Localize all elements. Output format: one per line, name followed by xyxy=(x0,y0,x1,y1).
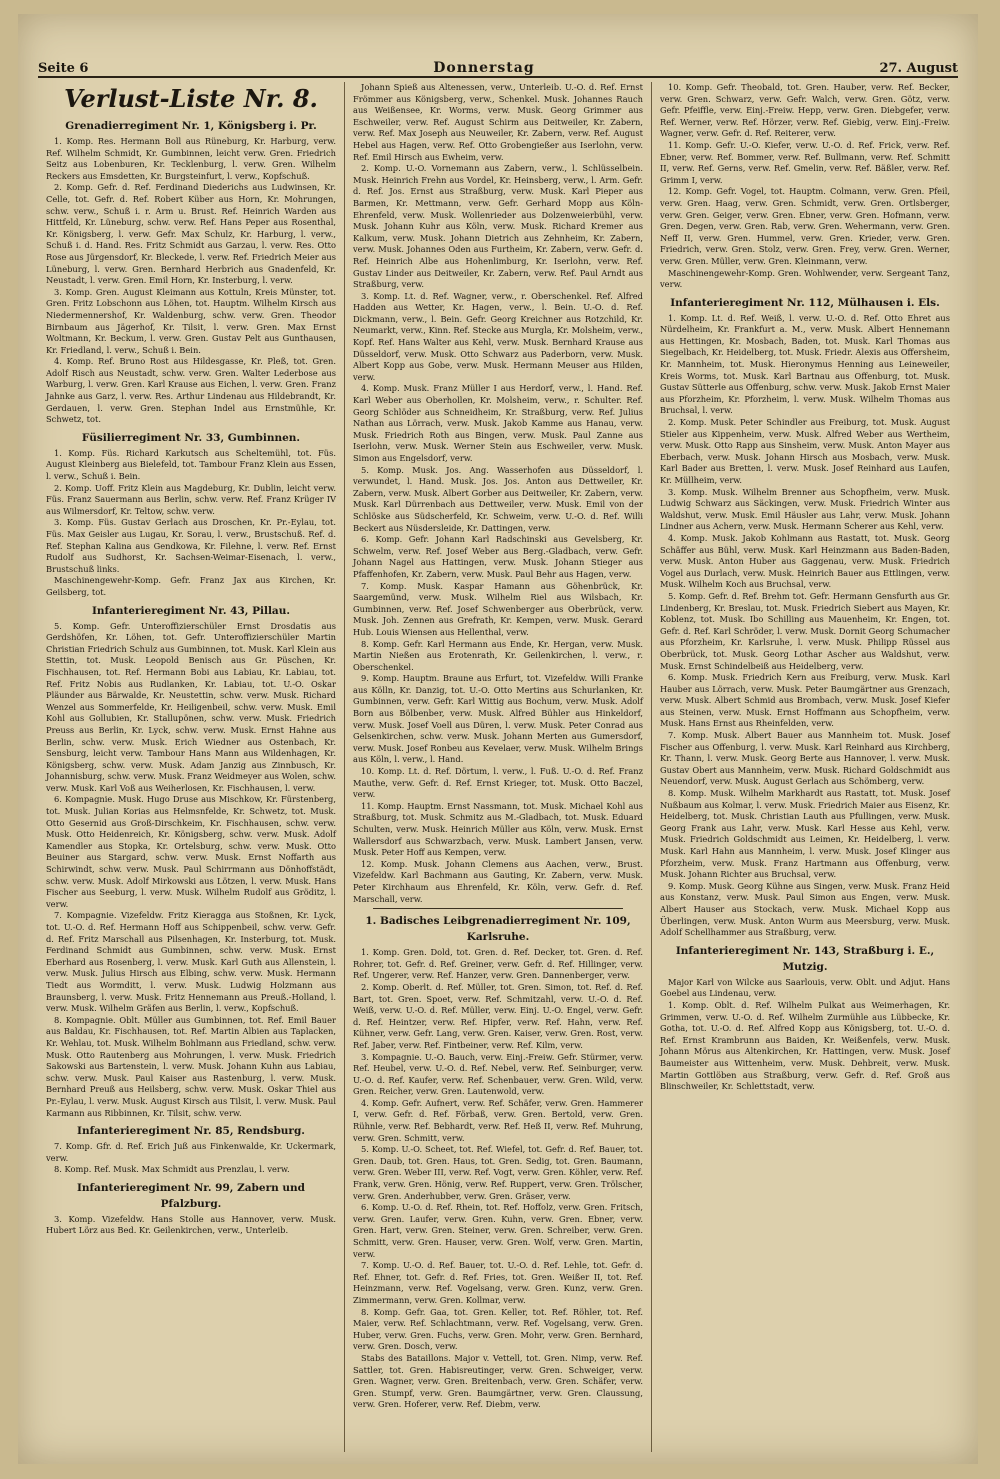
list-paragraph: 4. Komp. Musk. Jakob Kohlmann aus Rastatt, tot. Musk. Georg Schäffer aus Bühl, verw. Musk. Karl Heinzmann aus Baden-Baden, verw. Musk. Anton Huber aus Gaggenau, verw. Musk. Friedrich Vogel aus Durlach, verw. Musk. Heinrich Bauer aus Ettlingen, verw. Musk. Wilhelm Koch aus Bruchsal, verw. xyxy=(660,532,950,590)
list-paragraph: 8. Komp. Musk. Wilhelm Markhardt aus Rastatt, tot. Musk. Josef Nußbaum aus Kolmar, l. verw. Musk. Friedrich Maier aus Eisenz, Kr. Heidelberg, tot. Musk. Christian Lauth aus Pfullingen, verw. Musk. Georg Frank aus Lahr, verw. Musk. Karl Hesse aus Kehl, verw. Musk. Friedrich Goldschmidt aus Leimen, Kr. Heidelberg, l. verw. Musk. Karl Hahn aus Mannheim, l. verw. Musk. Josef Klinger aus Pforzheim, verw. Musk. Franz Hartmann aus Offenburg, verw. Musk. Johann Richter aus Bruchsal, verw. xyxy=(660,788,950,880)
section-heading: Infanterieregiment Nr. 112, Mülhausen i. Els. xyxy=(670,296,940,309)
list-paragraph: 9. Komp. Hauptm. Braune aus Erfurt, tot. Vizefeldw. Willi Franke aus Kölln, Kr. Danzig, tot. U.-O. Otto Mertins aus Schurlanken, Kr. Gumbinnen, verw. Gefr. Karl Wittig aus Bochum, verw. Musk. Adolf Born aus Bölbenber, verw. Musk. Alfred Bühler aus Hinkeldorf, verw. Musk. Josef Voell aus Düren, l. verw. Musk. Peter Conrad aus Gelsenkirchen, schw. verw. Musk. Johann Merten aus Gumersdorf, verw. Musk. Josef Ronbeu aus Kevelaer, verw. Musk. Wilhelm Brings aus Köln, l. verw., l. Hand. xyxy=(353,673,643,765)
page-date: 27. August xyxy=(879,61,958,76)
list-paragraph: 5. Komp. Gefr. d. Ref. Brehm tot. Gefr. Hermann Gensfurth aus Gr. Lindenberg, Kr. Breslau, tot. Musk. Friedrich Siebert aus Mayen, Kr. Koblenz, tot. Musk. Ibo Schilling aus Mauenheim, Kr. Engen, tot. Gefr. d. Ref. Karl Schröder, l. verw. Musk. Dornit Georg Schumacher aus Pforzheim, Kr. Karlsruhe, l. verw. Musk. Philipp Rüssel aus Oberbrück, tot. Musk. Georg Lothar Ascher aus Waldshut, verw. Musk. Ernst Schindelbeiß aus Heidelberg, verw. xyxy=(660,590,950,671)
list-paragraph: 2. Komp. Oberlt. d. Ref. Müller, tot. Gren. Simon, tot. Ref. d. Ref. Bart, tot. Gren. Spoet, verw. Ref. Schmitzahl, verw. U.-O. d. Ref. Weiß, verw. U.-O. d. Ref. Müller, verw. Einj. U.-O. Engel, verw. Gefr. d. Ref. Heintzer, verw. Ref. Hipfer, verw. Ref. Hahn, verw. Ref. Kühner, verw. Gefr. Lang, verw. Gren. Kaiser, verw. Gren. Rost, verw. Ref. Jaber, verw. Ref. Fintbeiner, verw. Ref. Kilm, verw. xyxy=(353,981,643,1050)
page-number: Seite 6 xyxy=(38,61,89,76)
section-heading: 1. Badisches Leibgrenadierregiment Nr. 109, Karlsruhe. xyxy=(365,915,631,944)
masthead: Donnerstag xyxy=(433,60,535,76)
list-paragraph: 9. Komp. Musk. Georg Kühne aus Singen, verw. Musk. Franz Heid aus Konstanz, verw. Musk. Paul Simon aus Engen, verw. Musk. Albert Hauser aus Stockach, verw. Musk. Michael Kopp aus Überlingen, verw. Musk. Anton Wurm aus Meersburg, verw. Musk. Adolf Schellhammer aus Straßburg, verw. xyxy=(660,880,950,938)
list-paragraph: 11. Komp. Gefr. U.-O. Kiefer, verw. U.-O. d. Ref. Frick, verw. Ref. Ebner, verw. Ref. Bommer, verw. Ref. Bullmann, verw. Ref. Schmitt II, verw. Ref. Gerns, verw. Ref. Gmelin, verw. Ref. Bäßler, verw. Ref. Grimm I, verw. xyxy=(660,139,950,185)
list-paragraph: 5. Komp. U.-O. Scheet, tot. Ref. Wiefel, tot. Gefr. d. Ref. Bauer, tot. Gren. Daub, tot. Gren. Haus, tot. Gren. Sedig, tot. Gren. Baumann, verw. Gren. Weber III, verw. Ref. Vogt, verw. Gren. Köhler, verw. Ref. Frank, verw. Gren. Hönig, verw. Ref. Ruppert, verw. Gren. Trölscher, verw. Gren. Anderhubber, verw. Gren. Gräser, verw. xyxy=(353,1144,643,1201)
column-2 xyxy=(345,82,652,1452)
list-paragraph: 12. Komp. Gefr. Vogel, tot. Hauptm. Colmann, verw. Gren. Pfeil, verw. Gren. Haag, verw. Gren. Schmidt, verw. Gren. Ortlsberger, verw. Gren. Geiger, verw. Gren. Ebner, verw. Gren. Hofmann, verw. Gren. Degen, verw. Gren. Rab, verw. Gren. Wehermann, verw. Gren. Neff II, verw. Gren. Hummel, verw. Gren. Krieder, verw. Gren. Friedrich, verw. Gren. Stolz, verw. Gren. Frey, verw. Gren. Werner, verw. Gren. Müller, verw. Gren. Kleinmann, verw. xyxy=(660,186,950,266)
list-paragraph: 6. Kompagnie. Musk. Hugo Druse aus Mischkow, Kr. Fürstenberg, tot. Musk. Julian Korias aus Helmsnfelde, Kr. Schwetz, tot. Musk. Otto Gesernid aus Groß-Dirschkeim, Kr. Fischhausen, schw. verw. Musk. Otto Heidenreich, Kr. Königsberg, schw. verw. Musk. Adolf Kamendler aus Stopka, Kr. Ortelsburg, schw. verw. Musk. Otto Beuiner aus Stargard, schw. verw. Musk. Ernst Noffarth aus Schirwindt, schw. verw. Musk. Paul Schirrmann aus Dönhoffstädt, schw. verw. Musk. Adolf Mirkowski aus Lötzen, l. verw. Musk. Hans Fischer aus Seeburg, l. verw. Musk. Wilhelm Rudolf aus Gröditz, l. verw. xyxy=(46,794,336,909)
list-paragraph: Stabs des Bataillons. Major v. Vettell, tot. Gren. Nimp, verw. Ref. Sattler, tot. Gren. Habisreutinger, verw. Gren. Schweiger, verw. Gren. Wagner, verw. Gren. Breitenbach, verw. Gren. Schäfer, verw. Gren. Stumpf, verw. Gren. Baumgärtner, verw. Gren. Claussung, verw. Gren. Hoferer, verw. Ref. Diebm, verw. xyxy=(353,1352,643,1410)
divider xyxy=(373,908,623,909)
list-paragraph: 3. Komp. Lt. d. Ref. Wagner, verw., r. Oberschenkel. Ref. Alfred Hadden aus Wetter, Kr. Hagen, verw., l. Bein. U.-O. d. Ref. Dickmann, verw., l. Bein. Gefr. Georg Kreichner aus Rotzchild, Kr. Neumarkt, verw., Kinn. Ref. Stecke aus Murgla, Kr. Molsheim, verw., Kopf. Ref. Hans Walter aus Kehl, verw. Musk. Bernhard Krause aus Düsseldorf, verw. Musk. Otto Schwarz aus Paderborn, verw. Musk. Albert Kopp aus Gobe, verw. Musk. Hermann Meuser aus Hilden, verw. xyxy=(353,290,643,382)
list-paragraph: 10. Komp. Gefr. Theobald, tot. Gren. Hauber, verw. Ref. Becker, verw. Gren. Schwarz, verw. Gefr. Walch, verw. Gren. Götz, verw. Gefr. Pfeiffle, verw. Einj.-Freiw. Hepp, verw. Gren. Diebgefer, verw. Ref. Werner, verw. Ref. Hörzer, verw. Ref. Giebig, verw. Einj.-Freiw. Wagner, verw. Gefr. d. Ref. Reiterer, verw. xyxy=(660,82,950,139)
list-title: Verlust-Liste Nr. 8. xyxy=(64,84,318,113)
list-paragraph: 7. Komp. Musk. Albert Bauer aus Mannheim tot. Musk. Josef Fischer aus Offenburg, l. verw. Musk. Karl Reinhard aus Kirchberg, Kr. Thann, l. verw. Musk. Georg Berte aus Hannover, l. verw. Musk. Gustav Obert aus Mannheim, verw. Musk. Richard Goldschmidt aus Neuendorf, verw. Musk. August Gerlach aus Schömberg, verw. xyxy=(660,730,950,787)
list-paragraph: 2. Komp. U.-O. Vornemann aus Zabern, verw., l. Schlüsselbein. Musk. Heinrich Frehn aus Vordel, Kr. Heinsberg, verw., l. Arm. Gefr. d. Ref. Jos. Ernst aus Straßburg, verw. Musk. Karl Pieper aus Barmen, Kr. Mettmann, verw. Gefr. Gerhard Mopp aus Köln-Ehrenfeld, verw. Musk. Wollenrieder aus Dolzenweierbühl, verw. Musk. Johann Kuhr aus Köln, verw. Musk. Richard Kremer aus Kalkum, verw. Musk. Johann Dietrich aus Zehnheim, Kr. Zabern, verw. Musk. Johannes Oden aus Furtheim, Kr. Zabern, verw. Gefr. d. Ref. Heinrich Albe aus Hohenlimburg, Kr. Iserlohn, verw. Ref. Gustav Linder aus Deitweiler, Kr. Zabern, verw. Ref. Paul Arndt aus Straßburg, verw. xyxy=(353,163,643,290)
column-1 xyxy=(38,82,345,1452)
list-paragraph: 7. Komp. U.-O. d. Ref. Bauer, tot. U.-O. d. Ref. Lehle, tot. Gefr. d. Ref. Ehner, tot. Gefr. d. Ref. Fries, tot. Gren. Weißer II, tot. Ref. Heinzmann, verw. Ref. Vogelsang, verw. Gren. Kunz, verw. Gren. Zimmermann, verw. Gren. Kollmar, verw. xyxy=(353,1260,643,1305)
section-heading: Infanterieregiment Nr. 143, Straßburg i. E., Mutzig. xyxy=(675,944,935,973)
list-paragraph: 2. Komp. Uoff. Fritz Klein aus Magdeburg, Kr. Dublin, leicht verw. Füs. Franz Sauermann aus Berlin, schw. verw. Ref. Franz Krüger IV aus Wilmersdorf, Kr. Teltow, schw. verw. xyxy=(46,482,336,516)
column-3 xyxy=(652,82,958,1452)
list-paragraph: 2. Komp. Musk. Peter Schindler aus Freiburg, tot. Musk. August Stieler aus Kippenheim, verw. Musk. Alfred Weber aus Wertheim, verw. Musk. Otto Rapp aus Sinsheim, verw. Musk. Anton Mayer aus Eberbach, verw. Musk. Johann Hirsch aus Mosbach, verw. Musk. Karl Bader aus Bretten, l. verw. Musk. Josef Reinhard aus Laufen, Kr. Müllheim, verw. xyxy=(660,417,950,485)
list-paragraph: 5. Komp. Gefr. Unteroffizierschüler Ernst Drosdatis aus Gerdshöfen, Kr. Löhen, tot. Gefr. Unteroffizierschüler Martin Christian Friedrich Schulz aus Gumbinnen, tot. Musk. Karl Klein aus Stettin, tot. Musk. Leopold Benisch aus Gr. Püschen, Kr. Fischhausen, tot. Ref. Hermann Bobi aus Labiau, Kr. Labiau, tot. Ref. Fritz Nobis aus Rudlanken, Kr. Labiau, tot. U.-O. Oskar Pläunder aus Bärwalde, Kr. Neustettin, schw. verw. Musk. Richard Wenzel aus Sommerfelde, Kr. Heiligenbeil, schw. verw. Musk. Emil Kohl aus Gollubien, Kr. Stallupönen, schw. verw. Musk. Friedrich Preuss aus Berlin, Kr. Lyck, schw. verw. Musk. Ernst Hahne aus Berlin, schw. verw. Musk. Erich Wiedner aus Ostenbach, Kr. Sensburg, leicht verw. Tambour Hans Mann aus Wildenhagen, Kr. Königsberg, schw. verw. Musk. Adam Janzig aus Zinnbusch, Kr. Johannisburg, schw. verw. Musk. Franz Weidmeyer aus Wolen, schw. verw. Musk. Karl Voß aus Weiherlosen, Kr. Fischhausen, l. verw. xyxy=(46,620,336,793)
list-paragraph: Maschinengewehr-Komp. Gren. Wohlwender, verw. Sergeant Tanz, verw. xyxy=(660,267,950,290)
list-paragraph: Johann Spieß aus Altenessen, verw., Unterleib. U.-O. d. Ref. Ernst Frömmer aus Königsberg, verw., Schenkel. Musk. Johannes Rauch aus Weißensee, Kr. Worms, verw. Musk. Georg Grimmer aus Eschweiler, verw. Ref. August Schirm aus Deitweiler, Kr. Zabern, verw. Ref. Max Joseph aus Neuweiler, Kr. Zabern, verw. Ref. August Hebel aus Hagen, verw. Ref. Otto Grobengießer aus Iserlohn, verw. Ref. Emil Hirsch aus Ewheim, verw. xyxy=(353,82,643,162)
list-paragraph: Major Karl von Wilcke aus Saarlouis, verw. Oblt. und Adjut. Hans Goebel aus Lindenau, verw. xyxy=(660,976,950,999)
list-paragraph: 2. Komp. Gefr. d. Ref. Ferdinand Diederichs aus Ludwinsen, Kr. Celle, tot. Gefr. d. Ref. Robert Küber aus Horn, Kr. Mohrungen, schw. verw., Schuß i. r. Arm u. Brust. Ref. Heinrich Warden aus Hittfeld, Kr. Lüneburg, schw. verw. Ref. Hans Peper aus Rosenthal, Kr. Königsberg, l. verw. Gefr. Max Schulz, Kr. Harburg, l. verw., Schuß i. d. Hand. Res. Fritz Schmidt aus Garzau, l. verw. Res. Otto Rose aus Jürgensdorf, Kr. Bleckede, l. verw. Ref. Friedrich Meier aus Lüneburg, l. verw. Gren. Bernhard Herbrich aus Gnadenfeld, Kr. Neustadt, l. verw. Gren. Emil Horn, Kr. Insterburg, l. verw. xyxy=(46,182,336,286)
list-paragraph: 6. Komp. Musk. Friedrich Kern aus Freiburg, verw. Musk. Karl Hauber aus Lörrach, verw. Musk. Peter Baumgärtner aus Grenzach, verw. Musk. Albert Schmid aus Brombach, verw. Musk. Josef Kiefer aus Steinen, verw. Musk. Ernst Hoffmann aus Schopfheim, verw. Musk. Hans Ernst aus Rheinfelden, verw. xyxy=(660,672,950,729)
list-paragraph: 1. Komp. Oblt. d. Ref. Wilhelm Pulkat aus Weimerhagen, Kr. Grimmen, verw. U.-O. d. Ref. Wilhelm Zurmühle aus Lübbecke, Kr. Gotha, tot. U.-O. d. Ref. Alfred Kopp aus Königsberg, tot. U.-O. d. Ref. Ernst Krambrunn aus Baiden, Kr. Weißenfels, verw. Musk. Johann Mörus aus Altenkirchen, Kr. Hattingen, verw. Musk. Josef Baumeister aus Wittenheim, verw. Musk. Dehbreit, verw. Musk. Martin Gottlöben aus Straßburg, verw. Gefr. d. Ref. Groß aus Blinschweiler, Kr. Schlettstadt, verw. xyxy=(660,999,950,1092)
list-paragraph: 11. Komp. Hauptm. Ernst Nassmann, tot. Musk. Michael Kohl aus Straßburg, tot. Musk. Schmitz aus M.-Gladbach, tot. Musk. Eduard Schulten, verw. Musk. Heinrich Müller aus Köln, verw. Musk. Ernst Wallersdorf aus Schwarzbach, verw. Musk. Lambert Jansen, verw. Musk. Peter Hoff aus Kempen, verw. xyxy=(353,800,643,858)
list-paragraph: 3. Komp. Musk. Wilhelm Brenner aus Schopfheim, verw. Musk. Ludwig Schwarz aus Säckingen, verw. Musk. Friedrich Winter aus Waldshut, verw. Musk. Emil Häusler aus Lahr, verw. Musk. Johann Lindner aus Achern, verw. Musk. Hermann Scherer aus Kehl, verw. xyxy=(660,486,950,532)
section-heading: Infanterieregiment Nr. 85, Rendsburg. xyxy=(77,1125,305,1138)
section-heading: Infanterieregiment Nr. 99, Zabern und Pfalzburg. xyxy=(76,1181,306,1210)
newspaper-page xyxy=(18,14,978,1464)
list-paragraph: 8. Kompagnie. Oblt. Müller aus Gumbinnen, tot. Ref. Emil Bauer aus Baldau, Kr. Fischhausen, tot. Ref. Martin Albien aus Taplacken, Kr. Wehlau, tot. Musk. Wilhelm Bohlmann aus Friedland, schw. verw. Musk. Otto Rautenberg aus Mohrungen, l. verw. Musk. Friedrich Sakowski aus Bartenstein, l. verw. Musk. Johann Kuhn aus Labiau, schw. verw. Musk. Paul Kaiser aus Rastenburg, l. verw. Musk. Bernhard Preuß aus Heilsberg, schw. verw. Musk. Oskar Thiel aus Pr.-Eylau, l. verw. Musk. August Kirsch aus Tilsit, l. verw. Musk. Paul Karmann aus Ribbinnen, Kr. Tilsit, schw. verw. xyxy=(46,1014,336,1118)
list-paragraph: 7. Kompagnie. Vizefeldw. Fritz Kieragga aus Stoßnen, Kr. Lyck, tot. U.-O. d. Ref. Hermann Hoff aus Schippenbeil, schw. verw. Gefr. d. Ref. Fritz Marschall aus Pilsenhagen, Kr. Insterburg, tot. Musk. Ferdinand Schmidt aus Gumbinnen, schw. verw. Musk. Ernst Eberhard aus Rosenberg, l. verw. Musk. Karl Guth aus Allenstein, l. verw. Musk. Julius Hirsch aus Elbing, schw. verw. Musk. Hermann Tiedt aus Wormditt, l. verw. Musk. Ludwig Holzmann aus Braunsberg, l. verw. Musk. Fritz Hennemann aus Preuß.-Holland, l. verw. Musk. Wilhelm Gräfen aus Berlin, l. verw., Kopfschuß. xyxy=(46,910,336,1014)
list-paragraph: 1. Komp. Res. Hermann Boll aus Rüneburg, Kr. Harburg, verw. Ref. Wilhelm Schmidt, Kr. Gumbinnen, leicht verw. Gren. Friedrich Seitz aus Lobenburen, Kr. Tecklenburg, l. verw. Gren. Wilhelm Reckers aus Emsdetten, Kr. Burgsteinfurt, l. verw., Kopfschuß. xyxy=(46,136,336,181)
columns xyxy=(38,82,958,1452)
section-heading: Infanterieregiment Nr. 43, Pillau. xyxy=(91,604,291,617)
list-paragraph: 12. Komp. Musk. Johann Clemens aus Aachen, verw., Brust. Vizefeldw. Karl Bachmann aus Gauting, Kr. Zabern, verw. Musk. Peter Kirchhaum aus Ehrenfeld, Kr. Köln, verw. Gefr. d. Ref. Marschall, verw. xyxy=(353,858,643,904)
list-paragraph: 1. Komp. Lt. d. Ref. Weiß, l. verw. U.-O. d. Ref. Otto Ehret aus Nürdelheim, Kr. Frankfurt a. M., verw. Musk. Albert Hennemann aus Hettingen, Kr. Mosbach, Baden, tot. Musk. Karl Thomas aus Siegelbach, Kr. Heidelberg, tot. Musk. Friedr. Alexis aus Offersheim, Kr. Mannheim, tot. Musk. Hieronymus Henning aus Leineweiler, Kreis Worms, tot. Musk. Karl Bartnau aus Offenburg, tot. Musk. Gustav Sütterle aus Offenburg, schw. verw. Musk. Jakob Ernst Maier aus Pforzheim, Kr. Pforzheim, l. verw. Musk. Wilhelm Thomas aus Bruchsal, l. verw. xyxy=(660,312,950,416)
list-paragraph: 6. Komp. Gefr. Johann Karl Radschinski aus Gevelsberg, Kr. Schwelm, verw. Ref. Josef Weber aus Berg.-Gladbach, verw. Gefr. Johann Nagel aus Hattingen, verw. Musk. Johann Stieger aus Pfaffenhofen, Kr. Zabern, verw. Musk. Paul Behr aus Hagen, verw. xyxy=(353,534,643,579)
section-heading: Grenadierregiment Nr. 1, Königsberg i. Pr. xyxy=(65,120,317,132)
list-paragraph: 5. Komp. Musk. Jos. Ang. Wasserhofen aus Düsseldorf, l. verwundet, l. Hand. Musk. Jos. Jos. Anton aus Dettweiler, Kr. Zabern, verw. Musk. Albert Gorber aus Deitweiler, Kr. Zabern, verw. Musk. Karl Dürrenbach aus Dettweiler, verw. Musk. Emil von der Schlöske aus Südscherfeld, Kr. Schweim, verw. U.-O. d. Ref. Willi Beckert aus Nüsdersleide, Kr. Dattingen, verw. xyxy=(353,464,643,533)
list-paragraph: 1. Komp. Füs. Richard Karkutsch aus Scheltemühl, tot. Füs. August Kleinberg aus Bielefeld, tot. Tambour Franz Klein aus Essen, l. verw., Schuß i. Bein. xyxy=(46,447,336,482)
list-paragraph: 3. Kompagnie. U.-O. Bauch, verw. Einj.-Freiw. Gefr. Stürmer, verw. Ref. Heubel, verw. U.-O. d. Ref. Nebel, verw. Ref. Seinburger, verw. U.-O. d. Ref. Kaufer, verw. Ref. Schenbauer, verw. Gren. Wild, verw. Gren. Reicher, verw. Gren. Lautenwold, verw. xyxy=(353,1051,643,1097)
list-paragraph: 3. Komp. Gren. August Kleimann aus Kottuln, Kreis Münster, tot. Gren. Fritz Lobschonn aus Löhen, tot. Hauptm. Wilhelm Kirsch aus Niedermennershof, Kr. Waldenburg, schw. verw. Gren. Theodor Birnbaum aus Jägerhof, Kr. Tilsit, l. verw. Gren. Max Ernst Woltmann, Kr. Beckum, l. verw. Gren. Gustav Pelt aus Gunthausen, Kr. Friedland, l. verw., Schuß i. Bein. xyxy=(46,286,336,355)
list-paragraph: 4. Komp. Musk. Franz Müller I aus Herdorf, verw., l. Hand. Ref. Karl Weber aus Oberhollen, Kr. Molsheim, verw., r. Schulter. Ref. Georg Schlöder aus Schneidheim, Kr. Straßburg, verw. Ref. Julius Nathan aus Lörrach, verw. Musk. Jakob Kamme aus Hanau, verw. Musk. Friedrich Roth aus Bingen, verw. Musk. Paul Zanne aus Iserlohn, verw. Musk. Werner Stein aus Eschweiler, verw. Musk. Simon aus Engelsdorf, verw. xyxy=(353,383,643,463)
section-heading: Füsilierregiment Nr. 33, Gumbinnen. xyxy=(81,431,301,444)
list-paragraph: 4. Komp. Ref. Bruno Rost aus Hildesgasse, Kr. Pleß, tot. Gren. Adolf Risch aus Neustadt, schw. verw. Gren. Walter Lederbose aus Warburg, l. verw. Gren. Karl Krause aus Eichen, l. verw. Gren. Franz Jahnke aus Garz, l. verw. Res. Arthur Lindenau aus Hildebrandt, Kr. Gerdauen, l. verw. Gren. Stephan Indel aus Ernstmühle, Kr. Schwetz, tot. xyxy=(46,356,336,425)
list-paragraph: 7. Komp. Musk. Kaspar Hamann aus Göhenbrück, Kr. Saargemünd, verw. Musk. Wilhelm Riel aus Wilsbach, Kr. Gumbinnen, verw. Ref. Josef Schwenberger aus Oberbrück, verw. Musk. Joh. Zennen aus Grefrath, Kr. Kempen, verw. Musk. Gerard Hub. Louis Wiensen aus Hellenthal, verw. xyxy=(353,580,643,637)
list-paragraph: 8. Komp. Gefr. Karl Hermann aus Ende, Kr. Hergan, verw. Musk. Martin Nießen aus Erotenrath, Kr. Geilenkirchen, l. verw., r. Oberschenkel. xyxy=(353,638,643,672)
list-paragraph: 8. Komp. Ref. Musk. Max Schmidt aus Prenzlau, l. verw. xyxy=(54,1164,290,1175)
list-paragraph: 3. Komp. Füs. Gustav Gerlach aus Droschen, Kr. Pr.-Eylau, tot. Füs. Max Geisler aus Lugau, Kr. Sorau, l. verw., Brustschuß. Ref. d. Ref. Stephan Kalina aus Gendkowa, Kr. Filehne, l. verw. Ref. Ernst Rudolf aus Sudhorst, Kr. Sachsen-Weimar-Eisenach, l. verw., Brustschuß links. xyxy=(46,517,336,574)
list-paragraph: 3. Komp. Vizefeldw. Hans Stolle aus Hannover, verw. Musk. Hubert Lörz aus Bed. Kr. Geilenkirchen, verw., Unterleib. xyxy=(46,1213,336,1236)
page-header xyxy=(38,54,958,78)
list-paragraph: 6. Komp. U.-O. d. Ref. Rhein, tot. Ref. Hoffolz, verw. Gren. Fritsch, verw. Gren. Laufer, verw. Gren. Kuhn, verw. Gren. Ebner, verw. Gren. Hart, verw. Gren. Steiner, verw. Gren. Schreiber, verw. Gren. Schmitt, verw. Gren. Hauser, verw. Gren. Wolf, verw. Gren. Martin, verw. xyxy=(353,1202,643,1259)
list-paragraph: 7. Komp. Gfr. d. Ref. Erich Juß aus Finkenwalde, Kr. Uckermark, verw. xyxy=(46,1141,336,1163)
list-paragraph: 4. Komp. Gefr. Aufnert, verw. Ref. Schäfer, verw. Gren. Hammerer I, verw. Gefr. d. Ref. Förbaß, verw. Gren. Bertold, verw. Gren. Rühnle, verw. Ref. Bebhardt, verw. Ref. Heß II, verw. Ref. Muhrung, verw. Gren. Schmitt, verw. xyxy=(353,1097,643,1143)
list-paragraph: 1. Komp. Gren. Dold, tot. Gren. d. Ref. Decker, tot. Gren. d. Ref. Rohrer, tot. Gefr. d. Ref. Greiner, verw. Gefr. d. Ref. Hillinger, verw. Ref. Ungerer, verw. Ref. Hanzer, verw. Gren. Dannenberger, verw. xyxy=(353,947,643,981)
list-paragraph: 8. Komp. Gefr. Gaa, tot. Gren. Keller, tot. Ref. Röhler, tot. Ref. Maier, verw. Ref. Schlachtmann, verw. Ref. Vogelsang, verw. Gren. Huber, verw. Gren. Fuchs, verw. Gren. Mohr, verw. Gren. Bernhard, verw. Gren. Dosch, verw. xyxy=(353,1306,643,1352)
list-paragraph: 10. Komp. Lt. d. Ref. Dörtum, l. verw., l. Fuß. U.-O. d. Ref. Franz Mauthe, verw. Gefr. d. Ref. Ernst Krieger, tot. Musk. Otto Baczel, verw. xyxy=(353,766,643,800)
list-paragraph: Maschinengewehr-Komp. Gefr. Franz Jax aus Kirchen, Kr. Geilsberg, tot. xyxy=(46,575,336,597)
